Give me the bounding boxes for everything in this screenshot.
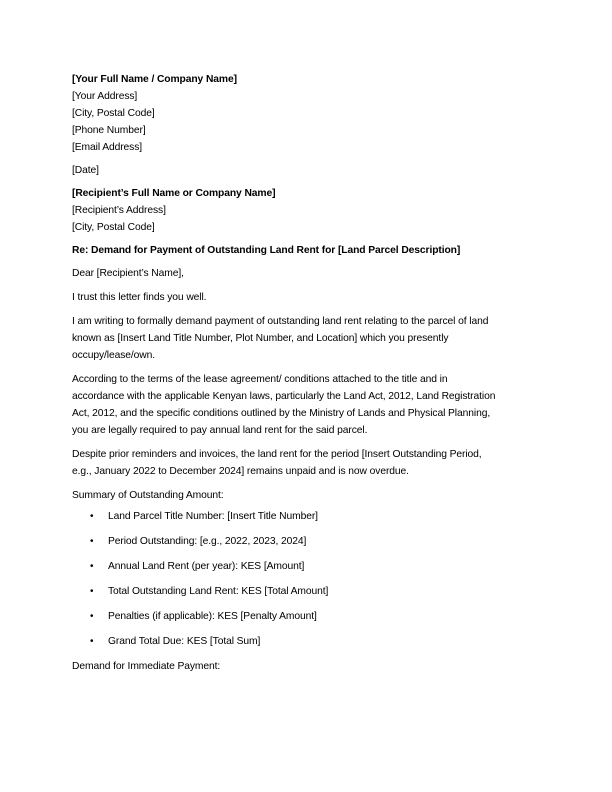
list-item-text: Annual Land Rent (per year): KES [Amount] [108,561,305,572]
bullet-icon: • [90,561,94,572]
bullet-icon: • [90,611,94,622]
paragraph-line: occupy/lease/own. [72,350,156,361]
demand-heading: Demand for Immediate Payment: [72,661,221,672]
paragraph-line: Despite prior reminders and invoices, the land rent for the period [Insert Outstanding Period, [72,449,482,460]
paragraph-line: e.g., January 2022 to December 2024] remains unpaid and is now overdue. [72,466,409,477]
list-item [72,508,542,533]
paragraph-line: accordance with the applicable Kenyan laws, particularly the Land Act, 2012, Land Registration [72,391,496,402]
list-item-text: Land Parcel Title Number: [Insert Title Number] [108,511,318,522]
summary-list [72,508,542,658]
list-item-text: Grand Total Due: KES [Total Sum] [108,636,261,647]
bullet-icon: • [90,536,94,547]
paragraph-greeting: I trust this letter finds you well. [72,292,207,303]
list-item-text: Period Outstanding: [e.g., 2022, 2023, 2024] [108,536,307,547]
paragraph-line: known as [Insert Land Title Number, Plot Number, and Location] which you presently [72,333,449,344]
salutation: Dear [Recipient’s Name], [72,268,184,279]
list-item-text: Total Outstanding Land Rent: KES [Total Amount] [108,586,329,597]
paragraph-line: According to the terms of the lease agreement/ conditions attached to the title and in [72,374,448,385]
bullet-icon: • [90,586,94,597]
letter-page [72,71,542,675]
sender-phone: [Phone Number] [72,125,146,136]
list-item [72,633,542,658]
recipient-city: [City, Postal Code] [72,222,155,233]
sender-email: [Email Address] [72,142,143,153]
recipient-name: [Recipient’s Full Name or Company Name] [72,188,276,199]
recipient-block [72,185,542,236]
paragraph-line: I am writing to formally demand payment of outstanding land rent relating to the parcel of land [72,316,489,327]
list-item [72,558,542,583]
list-item [72,608,542,633]
paragraph-legal-basis [72,371,542,439]
recipient-address: [Recipient’s Address] [72,205,166,216]
summary-heading: Summary of Outstanding Amount: [72,490,224,501]
subject-line: Re: Demand for Payment of Outstanding Land Rent for [Land Parcel Description] [72,245,461,256]
sender-city: [City, Postal Code] [72,108,155,119]
paragraph-overdue [72,446,542,480]
sender-address: [Your Address] [72,91,138,102]
paragraph-line: you are legally required to pay annual land rent for the said parcel. [72,425,368,436]
paragraph-demand-intro [72,313,542,364]
sender-block [72,71,542,156]
list-item [72,533,542,558]
bullet-icon: • [90,636,94,647]
list-item [72,583,542,608]
sender-name: [Your Full Name / Company Name] [72,74,237,85]
letter-date: [Date] [72,165,99,176]
list-item-text: Penalties (if applicable): KES [Penalty Amount] [108,611,317,622]
bullet-icon: • [90,511,94,522]
paragraph-line: Act, 2012, and the specific conditions outlined by the Ministry of Lands and Physical Planning, [72,408,491,419]
